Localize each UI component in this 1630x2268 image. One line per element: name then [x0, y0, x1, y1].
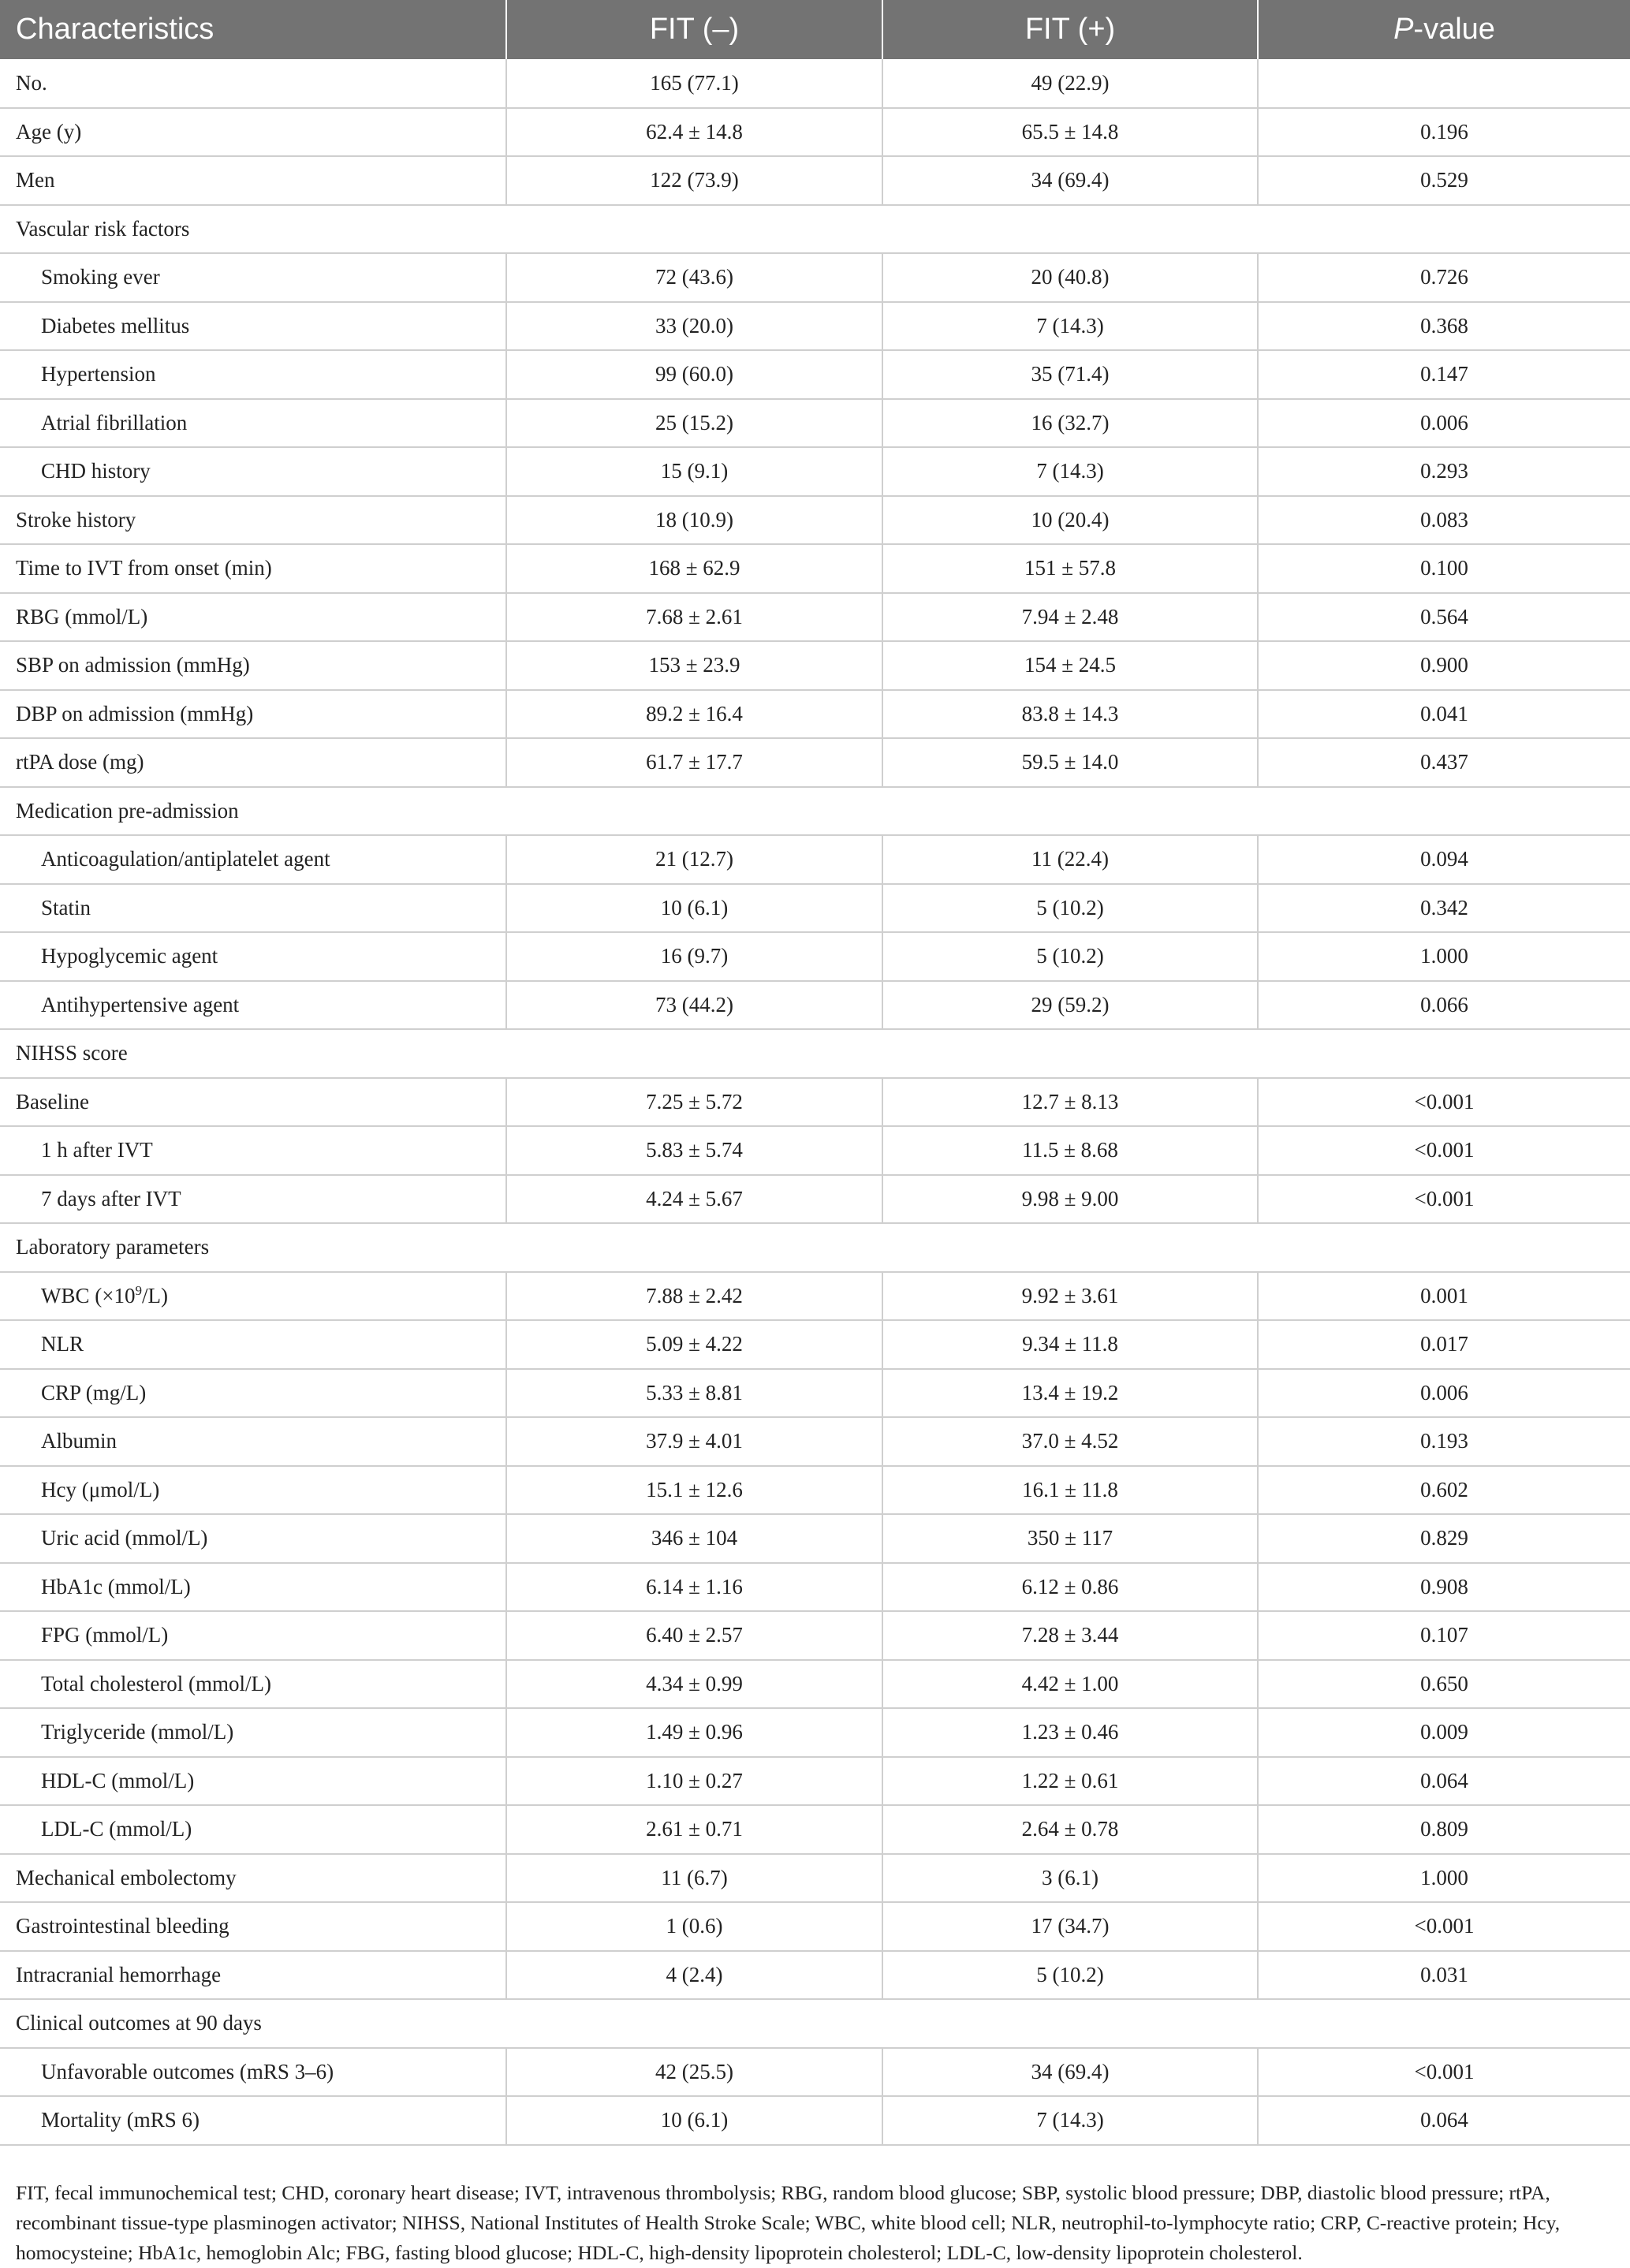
table-row	[0, 399, 1630, 448]
value-fit-negative: 16 (9.7)	[506, 932, 882, 981]
value-p: 0.147	[1258, 350, 1630, 399]
value-fit-positive: 1.22 ± 0.61	[882, 1757, 1258, 1806]
value-p: <0.001	[1258, 1175, 1630, 1224]
value-fit-positive: 350 ± 117	[882, 1514, 1258, 1563]
table-row	[0, 1514, 1630, 1563]
table-row	[0, 1854, 1630, 1903]
value-fit-negative: 2.61 ± 0.71	[506, 1805, 882, 1854]
value-p: 0.094	[1258, 835, 1630, 884]
table-row	[0, 1175, 1630, 1224]
row-label: FPG (mmol/L)	[0, 1611, 506, 1660]
row-label: Stroke history	[0, 496, 506, 545]
table-row	[0, 593, 1630, 642]
value-fit-positive: 16.1 ± 11.8	[882, 1466, 1258, 1515]
section-label: Clinical outcomes at 90 days	[0, 1999, 1630, 2048]
value-fit-positive: 29 (59.2)	[882, 981, 1258, 1030]
section-label: Medication pre-admission	[0, 787, 1630, 836]
header-characteristics: Characteristics	[0, 0, 506, 59]
row-label: CHD history	[0, 447, 506, 496]
value-fit-positive: 16 (32.7)	[882, 399, 1258, 448]
value-fit-positive: 151 ± 57.8	[882, 544, 1258, 593]
value-fit-negative: 5.09 ± 4.22	[506, 1320, 882, 1369]
value-fit-negative: 11 (6.7)	[506, 1854, 882, 1903]
value-p: 0.064	[1258, 2096, 1630, 2145]
row-label: NLR	[0, 1320, 506, 1369]
value-fit-positive: 1.23 ± 0.46	[882, 1708, 1258, 1757]
value-p: 0.829	[1258, 1514, 1630, 1563]
row-label: No.	[0, 59, 506, 108]
value-fit-negative: 346 ± 104	[506, 1514, 882, 1563]
value-fit-positive: 5 (10.2)	[882, 932, 1258, 981]
row-label: Statin	[0, 884, 506, 933]
table-row	[0, 1611, 1630, 1660]
table-row	[0, 738, 1630, 787]
row-label: Diabetes mellitus	[0, 302, 506, 351]
row-label: Age (y)	[0, 108, 506, 157]
section-label: Vascular risk factors	[0, 205, 1630, 254]
value-fit-positive: 37.0 ± 4.52	[882, 1417, 1258, 1466]
value-fit-negative: 1.49 ± 0.96	[506, 1708, 882, 1757]
value-p: 0.342	[1258, 884, 1630, 933]
row-label: 1 h after IVT	[0, 1126, 506, 1175]
value-p: 0.650	[1258, 1660, 1630, 1709]
value-fit-positive: 5 (10.2)	[882, 1951, 1258, 2000]
value-fit-negative: 21 (12.7)	[506, 835, 882, 884]
header-p-rest: -value	[1413, 13, 1495, 46]
value-p: 0.064	[1258, 1757, 1630, 1806]
value-fit-positive: 3 (6.1)	[882, 1854, 1258, 1903]
row-label: Triglyceride (mmol/L)	[0, 1708, 506, 1757]
value-fit-negative: 61.7 ± 17.7	[506, 738, 882, 787]
value-fit-positive: 11.5 ± 8.68	[882, 1126, 1258, 1175]
value-fit-negative: 62.4 ± 14.8	[506, 108, 882, 157]
value-fit-positive: 83.8 ± 14.3	[882, 690, 1258, 739]
table-row	[0, 59, 1630, 108]
header-fit-positive: FIT (+)	[882, 0, 1258, 59]
section-label: NIHSS score	[0, 1029, 1630, 1078]
table-row	[0, 1660, 1630, 1709]
table-section-row	[0, 205, 1630, 254]
value-p: 0.031	[1258, 1951, 1630, 2000]
row-label: Unfavorable outcomes (mRS 3–6)	[0, 2048, 506, 2097]
row-label: Total cholesterol (mmol/L)	[0, 1660, 506, 1709]
value-fit-positive: 7.94 ± 2.48	[882, 593, 1258, 642]
value-fit-negative: 7.68 ± 2.61	[506, 593, 882, 642]
value-fit-positive: 6.12 ± 0.86	[882, 1563, 1258, 1612]
table-row	[0, 1805, 1630, 1854]
table-row	[0, 1417, 1630, 1466]
value-fit-negative: 4.24 ± 5.67	[506, 1175, 882, 1224]
row-label: Baseline	[0, 1078, 506, 1127]
row-label: Mortality (mRS 6)	[0, 2096, 506, 2145]
table-row	[0, 253, 1630, 302]
table-row	[0, 932, 1630, 981]
value-fit-positive: 12.7 ± 8.13	[882, 1078, 1258, 1127]
table-row	[0, 1272, 1630, 1321]
row-label: Time to IVT from onset (min)	[0, 544, 506, 593]
value-fit-negative: 15 (9.1)	[506, 447, 882, 496]
value-p: <0.001	[1258, 2048, 1630, 2097]
value-fit-negative: 25 (15.2)	[506, 399, 882, 448]
value-fit-positive: 13.4 ± 19.2	[882, 1369, 1258, 1418]
value-fit-negative: 10 (6.1)	[506, 2096, 882, 2145]
table-row	[0, 835, 1630, 884]
value-fit-positive: 10 (20.4)	[882, 496, 1258, 545]
value-fit-negative: 42 (25.5)	[506, 2048, 882, 2097]
value-fit-positive: 9.92 ± 3.61	[882, 1272, 1258, 1321]
value-fit-positive: 7.28 ± 3.44	[882, 1611, 1258, 1660]
value-p: 0.017	[1258, 1320, 1630, 1369]
value-fit-negative: 168 ± 62.9	[506, 544, 882, 593]
row-label: Intracranial hemorrhage	[0, 1951, 506, 2000]
value-p: 0.083	[1258, 496, 1630, 545]
value-fit-negative: 153 ± 23.9	[506, 641, 882, 690]
table-row	[0, 302, 1630, 351]
row-label: DBP on admission (mmHg)	[0, 690, 506, 739]
value-fit-negative: 18 (10.9)	[506, 496, 882, 545]
row-label: Anticoagulation/antiplatelet agent	[0, 835, 506, 884]
value-fit-negative: 99 (60.0)	[506, 350, 882, 399]
value-p: 0.066	[1258, 981, 1630, 1030]
value-p: 0.726	[1258, 253, 1630, 302]
value-p: 0.908	[1258, 1563, 1630, 1612]
value-fit-negative: 1.10 ± 0.27	[506, 1757, 882, 1806]
row-label: Men	[0, 156, 506, 205]
table-row	[0, 108, 1630, 157]
value-p: 0.564	[1258, 593, 1630, 642]
value-fit-negative: 33 (20.0)	[506, 302, 882, 351]
table-row	[0, 1902, 1630, 1951]
value-fit-negative: 7.88 ± 2.42	[506, 1272, 882, 1321]
value-fit-negative: 6.40 ± 2.57	[506, 1611, 882, 1660]
table-row	[0, 690, 1630, 739]
table-row	[0, 1951, 1630, 2000]
value-fit-positive: 7 (14.3)	[882, 302, 1258, 351]
value-fit-negative: 122 (73.9)	[506, 156, 882, 205]
value-p: <0.001	[1258, 1078, 1630, 1127]
row-label: 7 days after IVT	[0, 1175, 506, 1224]
table-row	[0, 1078, 1630, 1127]
header-p-italic: P	[1393, 13, 1414, 46]
value-fit-positive: 49 (22.9)	[882, 59, 1258, 108]
row-label: Hypoglycemic agent	[0, 932, 506, 981]
table-row	[0, 981, 1630, 1030]
value-p: 0.107	[1258, 1611, 1630, 1660]
table-row	[0, 544, 1630, 593]
value-fit-positive: 11 (22.4)	[882, 835, 1258, 884]
row-label: Hcy (μmol/L)	[0, 1466, 506, 1515]
row-label: Gastrointestinal bleeding	[0, 1902, 506, 1951]
value-p: 0.006	[1258, 399, 1630, 448]
table-row	[0, 1320, 1630, 1369]
section-label: Laboratory parameters	[0, 1223, 1630, 1272]
value-fit-positive: 17 (34.7)	[882, 1902, 1258, 1951]
value-p: 0.193	[1258, 1417, 1630, 1466]
table-row	[0, 641, 1630, 690]
header-fit-negative: FIT (–)	[506, 0, 882, 59]
row-label: SBP on admission (mmHg)	[0, 641, 506, 690]
table-row	[0, 1369, 1630, 1418]
row-label: CRP (mg/L)	[0, 1369, 506, 1418]
table-section-row	[0, 1223, 1630, 1272]
value-p: 0.529	[1258, 156, 1630, 205]
table-row	[0, 447, 1630, 496]
value-fit-positive: 2.64 ± 0.78	[882, 1805, 1258, 1854]
table-row	[0, 2096, 1630, 2145]
value-p: 1.000	[1258, 932, 1630, 981]
value-p: 0.437	[1258, 738, 1630, 787]
value-fit-negative: 5.33 ± 8.81	[506, 1369, 882, 1418]
table-row	[0, 1708, 1630, 1757]
value-fit-negative: 15.1 ± 12.6	[506, 1466, 882, 1515]
value-p: 0.602	[1258, 1466, 1630, 1515]
value-p: <0.001	[1258, 1126, 1630, 1175]
value-fit-positive: 154 ± 24.5	[882, 641, 1258, 690]
value-p: <0.001	[1258, 1902, 1630, 1951]
table-row	[0, 156, 1630, 205]
row-label: RBG (mmol/L)	[0, 593, 506, 642]
table-row	[0, 2048, 1630, 2097]
row-label: LDL-C (mmol/L)	[0, 1805, 506, 1854]
table-row	[0, 1757, 1630, 1806]
table-row	[0, 1466, 1630, 1515]
value-p: 0.368	[1258, 302, 1630, 351]
value-fit-positive: 9.98 ± 9.00	[882, 1175, 1258, 1224]
value-fit-negative: 165 (77.1)	[506, 59, 882, 108]
row-label	[0, 1272, 506, 1321]
value-fit-positive: 9.34 ± 11.8	[882, 1320, 1258, 1369]
value-fit-negative: 4.34 ± 0.99	[506, 1660, 882, 1709]
value-fit-positive: 65.5 ± 14.8	[882, 108, 1258, 157]
value-p	[1258, 59, 1630, 108]
row-label: Hypertension	[0, 350, 506, 399]
row-label: Atrial fibrillation	[0, 399, 506, 448]
value-fit-negative: 89.2 ± 16.4	[506, 690, 882, 739]
table-row	[0, 496, 1630, 545]
row-label: HbA1c (mmol/L)	[0, 1563, 506, 1612]
table-section-row	[0, 1029, 1630, 1078]
value-p: 0.001	[1258, 1272, 1630, 1321]
value-fit-positive: 35 (71.4)	[882, 350, 1258, 399]
row-label-text-after: /L)	[141, 1283, 168, 1307]
value-fit-negative: 73 (44.2)	[506, 981, 882, 1030]
value-fit-negative: 4 (2.4)	[506, 1951, 882, 2000]
table-row	[0, 350, 1630, 399]
value-p: 0.100	[1258, 544, 1630, 593]
header-p-value	[1258, 0, 1630, 59]
value-fit-positive: 7 (14.3)	[882, 2096, 1258, 2145]
table-row	[0, 1563, 1630, 1612]
value-fit-negative: 37.9 ± 4.01	[506, 1417, 882, 1466]
value-p: 1.000	[1258, 1854, 1630, 1903]
value-p: 0.293	[1258, 447, 1630, 496]
row-label-text: WBC (×10	[41, 1283, 136, 1307]
value-fit-positive: 59.5 ± 14.0	[882, 738, 1258, 787]
value-fit-negative: 1 (0.6)	[506, 1902, 882, 1951]
value-fit-positive: 5 (10.2)	[882, 884, 1258, 933]
table-header-row	[0, 0, 1630, 59]
value-p: 0.900	[1258, 641, 1630, 690]
value-fit-negative: 72 (43.6)	[506, 253, 882, 302]
row-label: Antihypertensive agent	[0, 981, 506, 1030]
value-p: 0.809	[1258, 1805, 1630, 1854]
value-fit-negative: 5.83 ± 5.74	[506, 1126, 882, 1175]
value-fit-negative: 7.25 ± 5.72	[506, 1078, 882, 1127]
value-fit-positive: 34 (69.4)	[882, 2048, 1258, 2097]
value-p: 0.006	[1258, 1369, 1630, 1418]
value-fit-negative: 10 (6.1)	[506, 884, 882, 933]
table-body	[0, 59, 1630, 2145]
table-row	[0, 884, 1630, 933]
row-label: Smoking ever	[0, 253, 506, 302]
row-label: Uric acid (mmol/L)	[0, 1514, 506, 1563]
value-p: 0.196	[1258, 108, 1630, 157]
table-row	[0, 1126, 1630, 1175]
row-label: Mechanical embolectomy	[0, 1854, 506, 1903]
value-fit-positive: 20 (40.8)	[882, 253, 1258, 302]
table-footnote: FIT, fecal immunochemical test; CHD, coronary heart disease; IVT, intravenous thrombolysis; RBG, random blood glucose; SBP, systolic blood pressure; DBP, diastolic blood pressure; rtPA, recombinant tissue-type plasminogen activator; NIHSS, National Institutes of Health Stroke Scale; WBC, white blood cell; NLR, neutrophil-to-lymphocyte ratio; CRP, C-reactive protein; Hcy, homocysteine; HbA1c, hemoglobin Alc; FBG, fasting blood glucose; HDL-C, high-density lipoprotein cholesterol; LDL-C, low-density lipoprotein cholesterol.	[16, 2181, 1561, 2264]
row-label: HDL-C (mmol/L)	[0, 1757, 506, 1806]
value-fit-positive: 34 (69.4)	[882, 156, 1258, 205]
table-section-row	[0, 787, 1630, 836]
value-fit-positive: 4.42 ± 1.00	[882, 1660, 1258, 1709]
row-label: rtPA dose (mg)	[0, 738, 506, 787]
value-p: 0.041	[1258, 690, 1630, 739]
table-section-row	[0, 1999, 1630, 2048]
value-p: 0.009	[1258, 1708, 1630, 1757]
value-fit-positive: 7 (14.3)	[882, 447, 1258, 496]
row-label: Albumin	[0, 1417, 506, 1466]
value-fit-negative: 6.14 ± 1.16	[506, 1563, 882, 1612]
row-label-superscript: 9	[135, 1282, 142, 1298]
